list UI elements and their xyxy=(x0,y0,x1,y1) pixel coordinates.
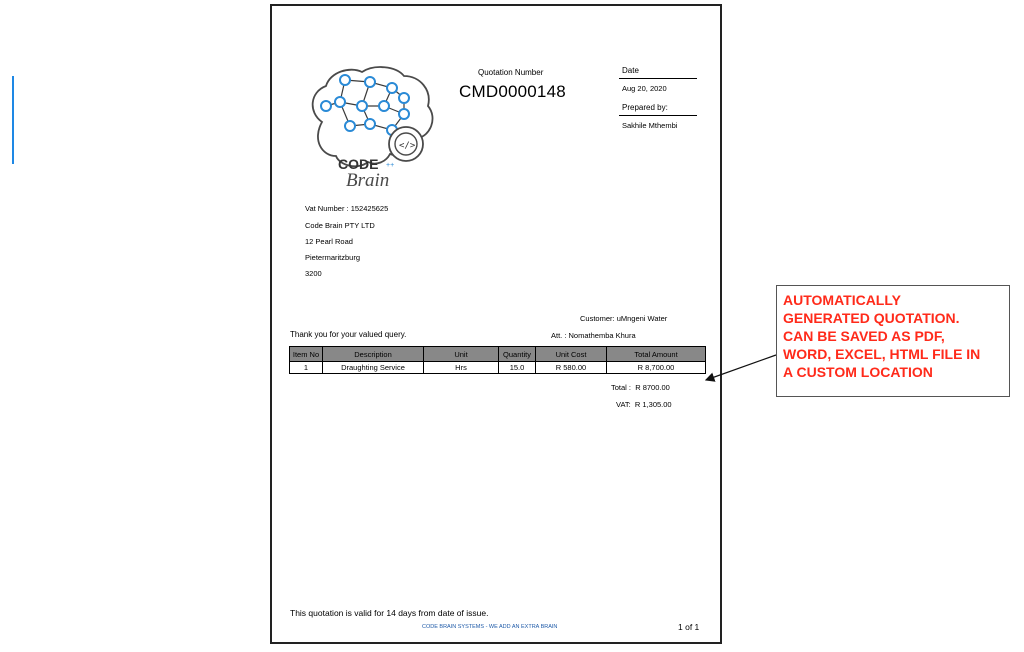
thank-you-text: Thank you for your valued query. xyxy=(290,330,407,339)
total-label: Total : xyxy=(611,383,632,392)
cell-total-amount: R 8,700.00 xyxy=(607,362,706,374)
vat-value: R 1,305.00 xyxy=(634,400,672,409)
items-table xyxy=(289,346,706,374)
callout-line: WORD, EXCEL, HTML FILE IN xyxy=(783,346,981,362)
cell-item-no: 1 xyxy=(290,362,323,374)
header-unit-cost: Unit Cost xyxy=(536,347,607,362)
vat-label: VAT: xyxy=(616,400,631,409)
brain-network-logo-icon xyxy=(300,62,440,192)
cell-quantity: 15.0 xyxy=(499,362,536,374)
prepared-by-value: Sakhile Mthembi xyxy=(622,121,678,130)
header-description: Description xyxy=(323,347,424,362)
company-street: 12 Pearl Road xyxy=(305,237,353,246)
date-label: Date xyxy=(622,66,639,75)
customer-name: uMngeni Water xyxy=(616,314,668,323)
cell-description: Draughting Service xyxy=(323,362,424,374)
logo-plus-text: ++ xyxy=(386,162,395,169)
logo-code-text: CODE xyxy=(338,156,379,172)
quotation-number-label: Quotation Number xyxy=(478,68,544,77)
table-header-row xyxy=(290,347,706,362)
header-item-no: Item No xyxy=(290,347,323,362)
date-divider xyxy=(619,78,697,79)
attention-name: Nomathemba Khura xyxy=(568,331,636,340)
customer-label: Customer: xyxy=(580,314,615,323)
company-postcode: 3200 xyxy=(305,269,322,278)
total-line xyxy=(611,383,670,392)
company-city: Pietermaritzburg xyxy=(305,253,361,262)
callout-line: CAN BE SAVED AS PDF, xyxy=(783,328,945,344)
vat-number: Vat Number : 152425625 xyxy=(305,204,389,213)
validity-note: This quotation is valid for 14 days from date of issue. xyxy=(290,608,489,618)
prepared-by-label: Prepared by: xyxy=(622,103,668,112)
callout-line: A CUSTOM LOCATION xyxy=(783,364,933,380)
total-value: R 8700.00 xyxy=(635,383,670,392)
quotation-document xyxy=(270,4,722,644)
accent-line xyxy=(12,76,14,164)
attention-label: Att. : xyxy=(551,331,567,340)
callout-line: AUTOMATICALLY xyxy=(783,292,901,308)
vat-line xyxy=(616,400,672,409)
prepared-divider xyxy=(619,115,697,116)
annotation-callout xyxy=(776,285,1010,397)
svg-text:</>: </> xyxy=(399,141,416,151)
header-unit: Unit xyxy=(424,347,499,362)
attention-line xyxy=(551,331,636,340)
table-row xyxy=(290,362,706,374)
header-quantity: Quantity xyxy=(499,347,536,362)
header-total-amount: Total Amount xyxy=(607,347,706,362)
callout-line: GENERATED QUOTATION. xyxy=(783,310,960,326)
logo-brain-text: Brain xyxy=(346,170,390,191)
company-name: Code Brain PTY LTD xyxy=(305,221,375,230)
cell-unit-cost: R 580.00 xyxy=(536,362,607,374)
footer-slogan: CODE BRAIN SYSTEMS - WE ADD AN EXTRA BRAIN xyxy=(422,624,558,630)
quotation-number: CMD0000148 xyxy=(459,82,566,101)
cell-unit: Hrs xyxy=(424,362,499,374)
page-number: 1 of 1 xyxy=(678,622,700,632)
customer-line xyxy=(580,314,667,323)
date-value: Aug 20, 2020 xyxy=(622,84,667,93)
